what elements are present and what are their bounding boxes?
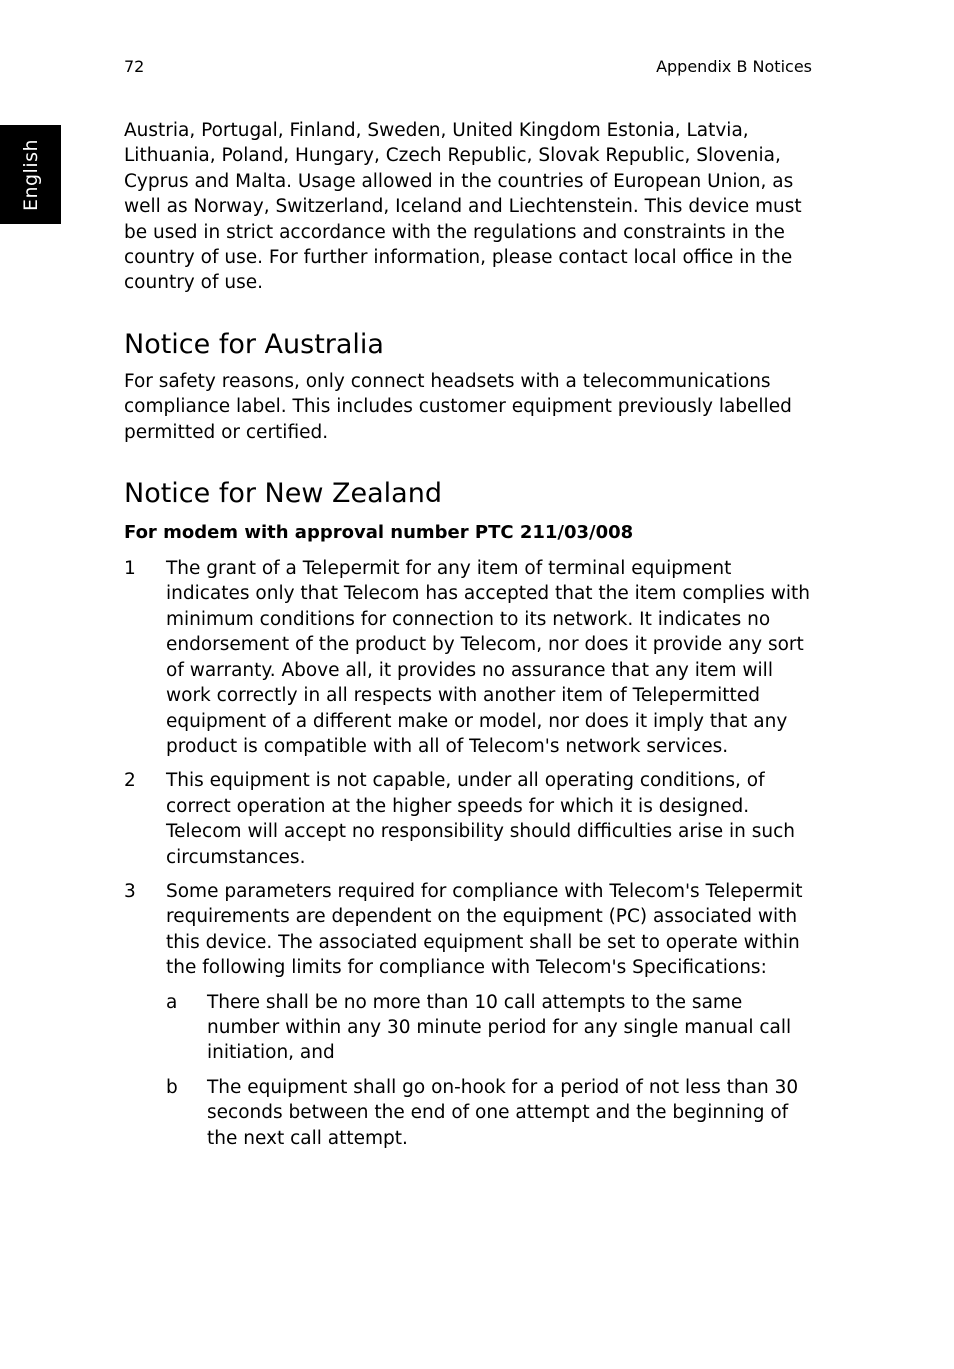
list-item-number: 1 [124, 558, 136, 580]
sub-list-item-text: There shall be no more than 10 call attempts to the same number within any 30 minute period for any single manual call initiation, and [207, 991, 792, 1064]
sub-list-item-text: The equipment shall go on-hook for a period of not less than 30 seconds between the end of one attempt and the beginning of the next call attempt. [207, 1076, 799, 1149]
language-tab-label: English [19, 138, 42, 211]
list-item-text: The grant of a Telepermit for any item of terminal equipment indicates only that Telecom has accepted that the item complies with minimum conditions for connection to its network. It indicates no endorsement of the product by Telecom, nor does it provide any sort of warranty. Above all, it provides no assurance that any item will work correctly in all respects with another item of Telepermitted equipment of a different make or model, nor does it imply that any product is compatible with all of Telecom's network services. [166, 558, 811, 757]
list-item [124, 556, 814, 759]
page-number: 72 [124, 57, 145, 76]
list-item-text: Some parameters required for compliance with Telecom's Telepermit requirements are dependent on the equipment (PC) associated with this device. The associated equipment shall be set to operate within the following limits for compliance with Telecom's Specifications: [166, 880, 803, 979]
list-item-number: 3 [124, 880, 136, 902]
australia-body: For safety reasons, only connect headsets with a telecommunications compliance label. This includes customer equipment previously labelled permitted or certified. [124, 370, 792, 443]
sub-list-item [124, 1075, 814, 1151]
list-item-text: This equipment is not capable, under all operating conditions, of correct operation at the higher speeds for which it is designed. Telecom will accept no responsibility should difficulties arise in such circumstances. [166, 770, 796, 868]
new-zealand-subheading: For modem with approval number PTC 211/03/008 [124, 522, 634, 544]
intro-paragraph: Austria, Portugal, Finland, Sweden, United Kingdom Estonia, Latvia, Lithuania, Poland, Hungary, Czech Republic, Slovak Republic, Slovenia, Cyprus and Malta. Usage allowed in the countries of European Union, as well as Norway, Switzerland, Iceland and Liechtenstein. This device must be used in strict accordance with the regulations and constraints in the country of use. For further information, please contact local office in the country of use. [124, 120, 802, 294]
sub-list-item [124, 990, 814, 1066]
new-zealand-heading: Notice for New Zealand [124, 478, 442, 510]
sub-list-item-letter: a [166, 991, 178, 1013]
language-tab [0, 125, 61, 224]
running-header: Appendix B Notices [656, 57, 812, 76]
list-item [124, 879, 814, 981]
list-item [124, 768, 814, 870]
list-item-number: 2 [124, 770, 136, 792]
sub-list-item-letter: b [166, 1076, 178, 1098]
page-content [124, 118, 814, 1151]
australia-heading: Notice for Australia [124, 328, 384, 360]
